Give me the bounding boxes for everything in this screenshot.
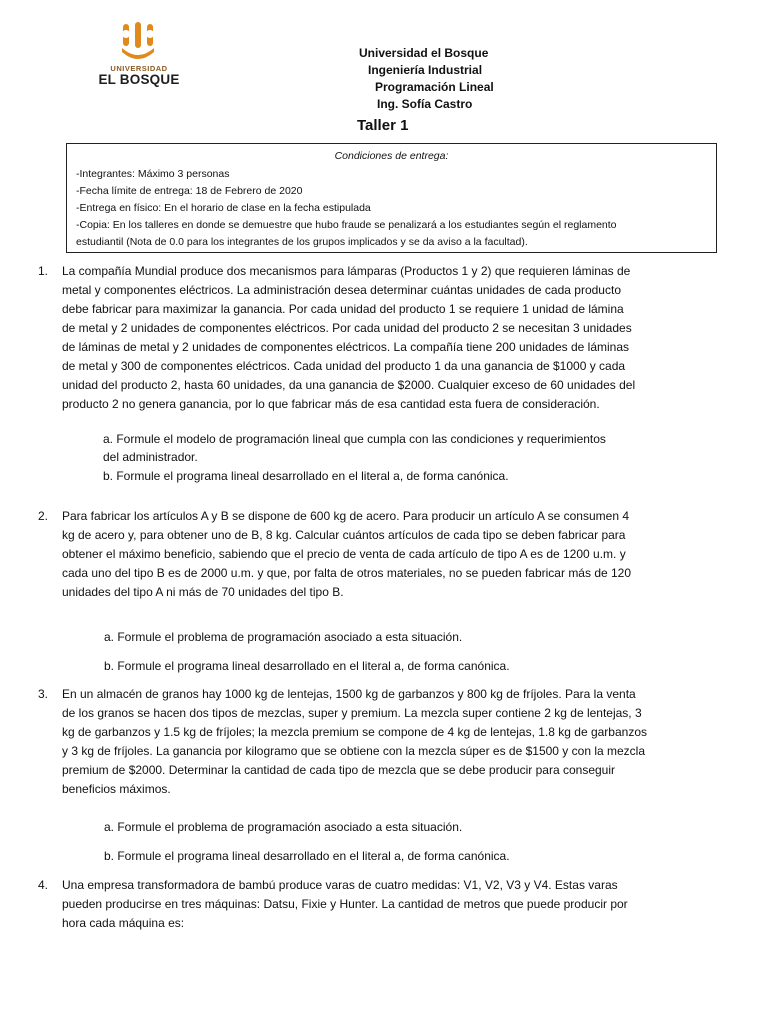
problem-text-line: Para fabricar los artículos A y B se dispone de 600 kg de acero. Para producir un artículo A se consumen 4 (62, 509, 629, 523)
problem-subitem: a. Formule el problema de programación asociado a esta situación. (104, 820, 463, 834)
university-emblem-icon (120, 22, 156, 62)
problem-number: 1. (38, 264, 49, 278)
condition-line: -Entrega en físico: En el horario de clase en la fecha estipulada (76, 202, 371, 214)
problem-text-line: La compañía Mundial produce dos mecanismos para lámparas (Productos 1 y 2) que requieren láminas de (62, 264, 631, 278)
problem-text-line: Una empresa transformadora de bambú produce varas de cuatro medidas: V1, V2, V3 y V4. Estas varas (62, 878, 618, 892)
problem-number: 4. (38, 878, 49, 892)
page-title: Taller 1 (357, 117, 409, 134)
problem-text-line: unidades del tipo A ni más de 70 unidades del tipo B. (62, 585, 344, 599)
problem-subitem: b. Formule el programa lineal desarrollado en el literal a, de forma canónica. (104, 849, 510, 863)
problem-text-line: debe fabricar para maximizar la ganancia. Por cada unidad del producto 1 se requiere 1 unidad de lámina (62, 302, 624, 316)
problem-text-line: premium de $2000. Determinar la cantidad de cada tipo de mezcla que se debe producir para conseguir (62, 763, 615, 777)
logo-top-text: UNIVERSIDAD (110, 64, 168, 73)
program-name: Ingeniería Industrial (368, 63, 483, 77)
problem-text-line: obtener el máximo beneficio, sabiendo que el precio de venta de cada artículo de tipo A es de 1200 u.m. y (62, 547, 626, 561)
conditions-heading: Condiciones de entrega: (334, 150, 449, 162)
course-name: Programación Lineal (375, 80, 494, 94)
problem-text-line: de los granos se hacen dos tipos de mezclas, super y premium. La mezcla super contiene 2 kg de lentejas, 3 (62, 706, 642, 720)
problem-number: 3. (38, 687, 49, 701)
teacher-name: Ing. Sofía Castro (377, 97, 473, 111)
problem-text-line: kg de garbanzos y 1.5 kg de fríjoles; la mezcla premium se compone de 4 kg de lentejas, 1.8 kg de garbanzos (62, 725, 647, 739)
condition-line: estudiantil (Nota de 0.0 para los integrantes de los grupos implicados y se da aviso a la facultad). (76, 236, 528, 248)
problem-text-line: producto 2 no genera ganancia, por lo que fabricar más de esa cantidad esta fuera de consideración. (62, 397, 600, 411)
problem-subitem: a. Formule el problema de programación asociado a esta situación. (104, 630, 463, 644)
condition-line: -Copia: En los talleres en donde se demuestre que hubo fraude se penalizará a los estudiantes según el reglamento (76, 219, 617, 231)
problem-text-line: hora cada máquina es: (62, 916, 185, 930)
problem-subitem: del administrador. (103, 450, 198, 464)
problem-text-line: unidad del producto 2, hasta 60 unidades, da una ganancia de $2000. Cualquier exceso de 60 unidades del (62, 378, 636, 392)
problem-subitem: a. Formule el modelo de programación lineal que cumpla con las condiciones y requerimientos (103, 432, 606, 446)
problem-text-line: kg de acero y, para obtener uno de B, 8 kg. Calcular cuántos artículos de cada tipo se deben fabricar para (62, 528, 626, 542)
problem-text-line: En un almacén de granos hay 1000 kg de lentejas, 1500 kg de garbanzos y 800 kg de fríjoles. Para la venta (62, 687, 636, 701)
university-name: Universidad el Bosque (359, 46, 489, 60)
delivery-conditions-box (66, 143, 717, 253)
problem-number: 2. (38, 509, 49, 523)
problem-text-line: y 3 kg de fríjoles. La ganancia por kilogramo que se obtiene con la mezcla súper es de $1500 y con la mezcla (62, 744, 646, 758)
condition-line: -Fecha límite de entrega: 18 de Febrero de 2020 (76, 185, 303, 197)
logo-bottom-text: EL BOSQUE (98, 72, 180, 87)
university-logo (96, 22, 182, 92)
problem-text-line: de metal y 300 de componentes eléctricos. Cada unidad del producto 1 da una ganancia de $1000 y cada (62, 359, 626, 373)
problem-subitem: b. Formule el programa lineal desarrollado en el literal a, de forma canónica. (103, 469, 509, 483)
problem-text-line: beneficios máximos. (62, 782, 171, 796)
problem-text-line: de metal y 2 unidades de componentes eléctricos. Por cada unidad del producto 2 se necesitan 3 unidades (62, 321, 632, 335)
problem-subitem: b. Formule el programa lineal desarrollado en el literal a, de forma canónica. (104, 659, 510, 673)
problem-text-line: cada uno del tipo B es de 2000 u.m. y que, por falta de otros materiales, no se pueden fabricar más de 120 (62, 566, 632, 580)
problem-text-line: de láminas de metal y 2 unidades de componentes eléctricos. La compañía tiene 200 unidades de láminas (62, 340, 630, 354)
condition-line: -Integrantes: Máximo 3 personas (76, 168, 230, 180)
problem-text-line: pueden producirse en tres máquinas: Datsu, Fixie y Hunter. La cantidad de metros que puede producir por (62, 897, 628, 911)
problem-text-line: metal y componentes eléctricos. La administración desea determinar cuántas unidades de cada producto (62, 283, 621, 297)
